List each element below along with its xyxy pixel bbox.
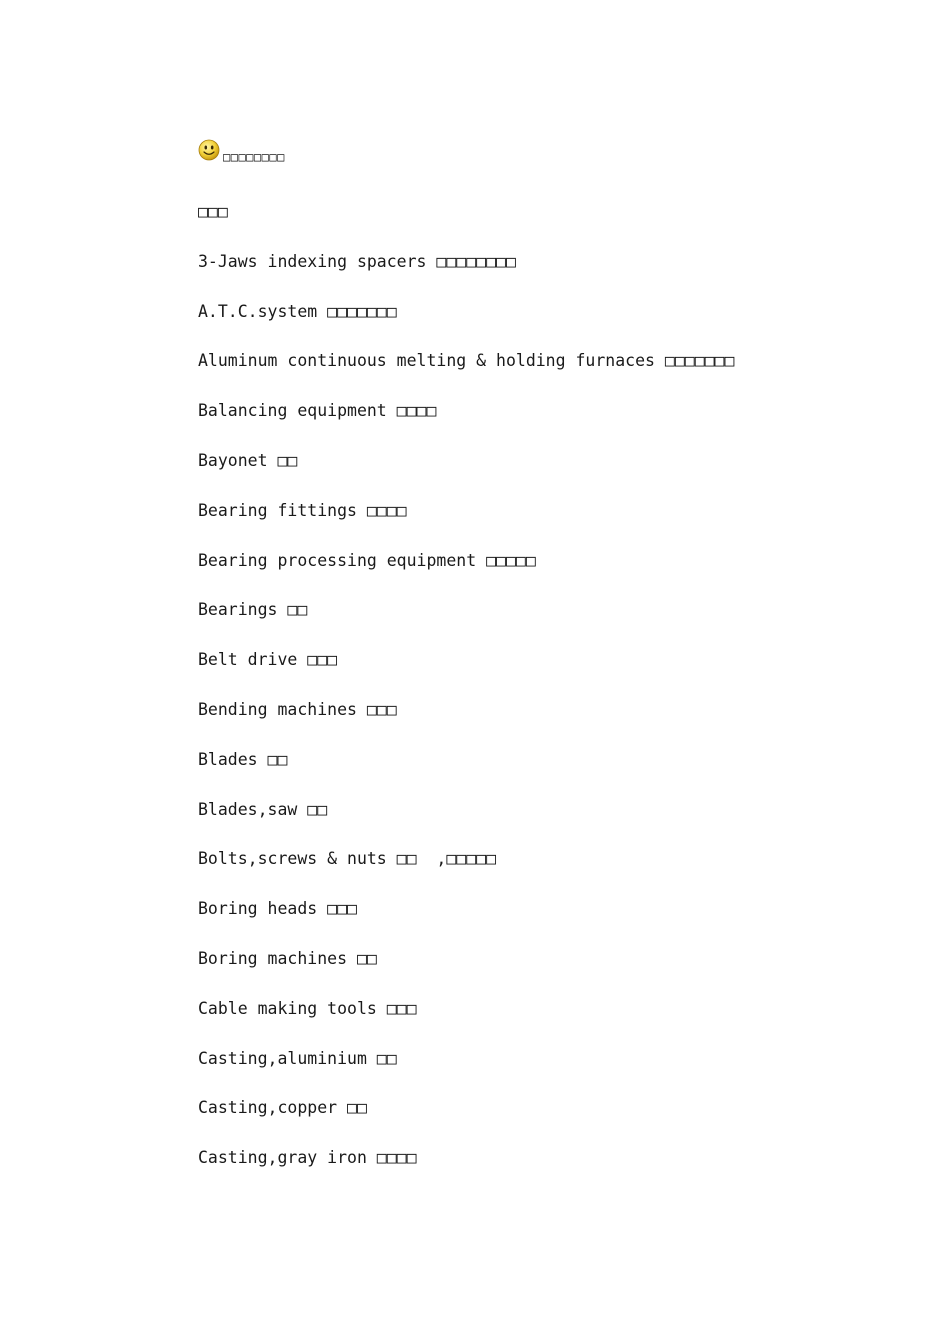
list-item: Bearing processing equipment □□□□□ [198, 550, 536, 570]
list-item: Boring heads □□□ [198, 899, 357, 919]
list-item: Balancing equipment □□□□ [198, 401, 437, 421]
list-item: Casting,aluminium □□ [198, 1048, 397, 1068]
list-item: Blades □□ [198, 749, 288, 769]
list-item: Bearing fittings □□□□ [198, 500, 407, 520]
list-item: Blades,saw □□ [198, 799, 328, 819]
smiley-icon [198, 139, 220, 161]
list-item: Aluminum continuous melting & holding furnaces □□□□□□□ [198, 351, 735, 371]
list-item: A.T.C.system □□□□□□□ [198, 301, 397, 321]
list-item: Casting,gray iron □□□□ [198, 1148, 417, 1168]
list-item: 3-Jaws indexing spacers □□□□□□□□ [198, 251, 516, 271]
header-line [198, 139, 285, 164]
list-item: Belt drive □□□ [198, 650, 338, 670]
list-item: Bayonet □□ [198, 450, 298, 470]
header-text: □□□□□□□□ [223, 150, 285, 164]
list-item: Bending machines □□□ [198, 699, 397, 719]
list-item: Bolts,screws & nuts □□ ,□□□□□ [198, 849, 497, 869]
glossary-list [198, 200, 898, 1196]
section-title: □□□ [198, 202, 228, 221]
list-item: Boring machines □□ [198, 948, 377, 968]
list-item: Bearings □□ [198, 600, 308, 620]
list-item: Cable making tools □□□ [198, 998, 417, 1018]
list-item: Casting,copper □□ [198, 1098, 367, 1118]
